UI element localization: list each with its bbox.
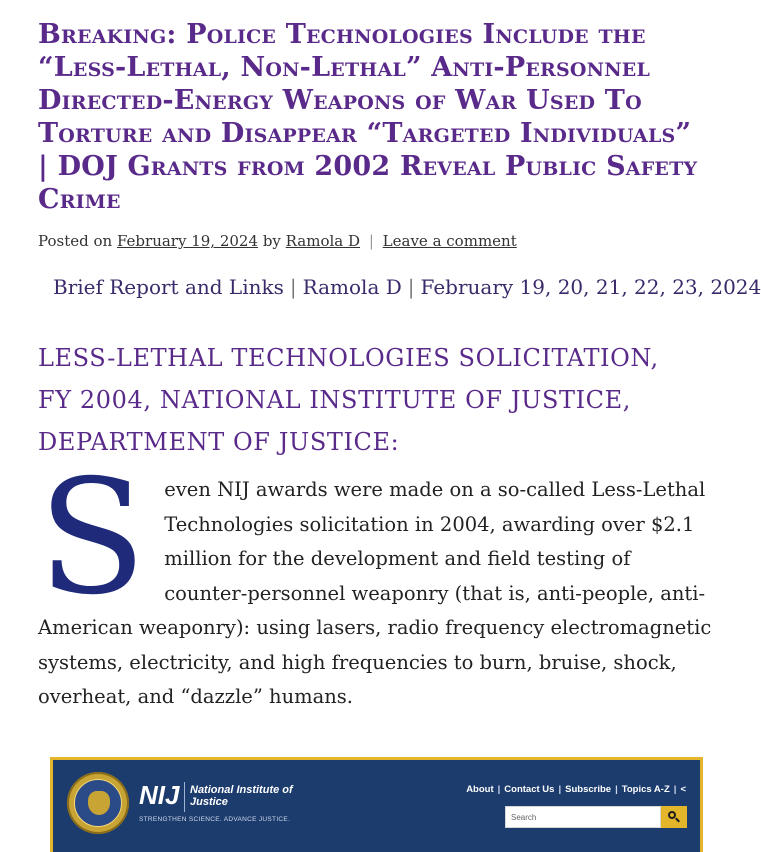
body-paragraph [38,446,714,715]
author-link[interactable]: Ramola D [285,232,361,250]
subline-separator: | [407,275,415,299]
nav-contact-us[interactable]: Contact Us [504,784,555,795]
posted-on-label: Posted on [38,232,113,250]
nij-logo-name: National Institute of Justice [190,784,293,808]
nij-logo-mark: NIJ [139,780,180,810]
logo-divider [184,782,185,812]
post-date-link[interactable]: February 19, 2024 [116,232,259,250]
nij-banner-image [50,757,703,852]
nav-separator: | [497,784,501,795]
search-icon-handle [675,818,680,823]
nav-separator: | [558,784,562,795]
nav-separator: | [615,784,618,795]
nav-subscribe[interactable]: Subscribe [565,784,612,795]
section-heading: LESS-LETHAL TECHNOLOGIES SOLICITATION, FY 2004, NATIONAL INSTITUTE OF JUSTICE, DEPARTMENT OF JUSTICE: [38,344,659,456]
nij-search-input[interactable]: Search [505,806,661,828]
by-label: by [262,232,281,250]
doj-seal-icon [67,772,129,834]
subline-report: Brief Report and Links [53,275,284,299]
nij-nav [466,784,686,795]
eagle-icon [88,791,110,815]
post-title: Breaking: Police Technologies Include the “Less-Lethal, Non-Lethal” Anti-Personnel Directed-Energy Weapons of War Used To Torture and Disappear “Targeted Individuals” | DOJ Grants from 2002 Reveal Public Safety Crime [38,19,698,215]
nav-separator: | [673,784,677,795]
nij-tagline: STRENGTHEN SCIENCE. ADVANCE JUSTICE. [139,816,291,823]
paragraph-text: even NIJ awards were made on a so-called Less-Lethal Technologies solicitation in 2004, awarding over $2.1 million for the development and field testing of counter-personnel weaponry (that is, anti-people, anti-American weaponry): using lasers, radio frequency electromagnetic systems, electricity, and high frequencies to burn, bruise, shock, overheat, and “dazzle” humans. [38,478,712,708]
report-subline [53,273,761,301]
post-meta [38,231,517,251]
drop-cap: S [38,446,147,630]
seal-inner [74,779,122,827]
nav-about[interactable]: About [466,784,494,795]
subline-author: Ramola D [302,275,402,299]
subline-dates: February 19, 20, 21, 22, 23, 2024 [420,275,761,299]
meta-separator: | [368,232,374,250]
subline-separator: | [289,275,297,299]
share-icon[interactable]: < [680,784,686,795]
nij-search-button[interactable] [661,806,687,828]
leave-comment-link[interactable]: Leave a comment [382,232,517,250]
nav-topics-az[interactable]: Topics A-Z [621,784,670,795]
